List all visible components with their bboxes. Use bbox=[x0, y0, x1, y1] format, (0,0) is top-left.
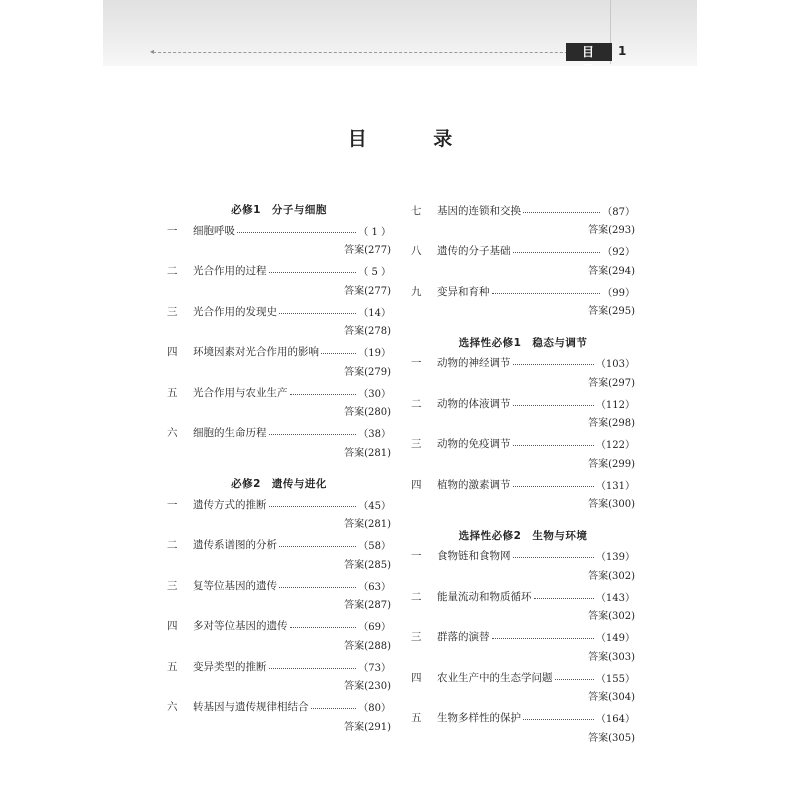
dot-leader bbox=[513, 557, 594, 558]
book-page bbox=[103, 0, 697, 800]
answer-page-ref: 答案(302) bbox=[588, 611, 635, 622]
chapter-title: 动物的体液调节 bbox=[437, 397, 511, 410]
toc-entry[interactable] bbox=[167, 494, 391, 535]
header-band bbox=[103, 0, 697, 77]
section-spacer bbox=[411, 322, 635, 333]
chapter-title: 农业生产中的生态学问题 bbox=[437, 671, 553, 684]
chapter-title: 细胞呼吸 bbox=[193, 224, 235, 237]
chapter-title: 食物链和食物网 bbox=[437, 550, 511, 562]
toc-entry[interactable] bbox=[411, 434, 635, 475]
chapter-title: 变异类型的推断 bbox=[193, 660, 267, 673]
answer-page-ref: 答案(281) bbox=[344, 447, 391, 459]
page-title: 目 录 bbox=[347, 128, 483, 150]
toc-entry-line bbox=[411, 627, 635, 647]
toc-entry[interactable] bbox=[411, 200, 635, 241]
toc-entry-line bbox=[411, 241, 635, 261]
toc-entry[interactable] bbox=[167, 575, 391, 616]
toc-entry-line bbox=[167, 535, 391, 555]
page-number: （149） bbox=[595, 633, 635, 644]
chapter-title: 生物多样性的保护 bbox=[437, 712, 521, 724]
toc-entry-line bbox=[167, 382, 391, 402]
chapter-title: 动物的免疫调节 bbox=[437, 438, 511, 450]
chapter-number: 八 bbox=[411, 245, 422, 257]
header-dashed-rule bbox=[153, 52, 603, 53]
answer-page-ref: 答案(295) bbox=[588, 306, 635, 317]
chapter-number: 四 bbox=[167, 620, 178, 632]
chapter-title: 细胞的生命历程 bbox=[193, 427, 267, 439]
page-number: （58） bbox=[358, 541, 391, 552]
toc-entry-line bbox=[411, 586, 635, 606]
answer-page-ref: 答案(291) bbox=[344, 721, 391, 733]
header-page-number: 1 bbox=[618, 44, 627, 58]
chapter-number: 二 bbox=[167, 539, 178, 551]
toc-entry[interactable] bbox=[411, 393, 635, 434]
chapter-title: 遗传方式的推断 bbox=[193, 498, 267, 511]
toc-entry-line bbox=[411, 353, 635, 373]
chapter-title: 转基因与遗传规律相结合 bbox=[193, 701, 309, 713]
chapter-number: 六 bbox=[167, 701, 178, 713]
toc-entry-line bbox=[411, 667, 635, 687]
chapter-title: 动物的神经调节 bbox=[437, 357, 511, 369]
dot-leader bbox=[513, 405, 594, 406]
dot-leader bbox=[513, 445, 594, 446]
page-number: （143） bbox=[595, 592, 635, 604]
toc-entry[interactable] bbox=[411, 474, 635, 515]
toc-entry-line bbox=[167, 423, 391, 443]
chapter-number: 六 bbox=[167, 427, 178, 439]
answer-page-ref: 答案(293) bbox=[588, 225, 635, 236]
chapter-number: 一 bbox=[167, 498, 178, 511]
answer-page-ref: 答案(280) bbox=[344, 407, 391, 418]
dot-leader bbox=[492, 638, 594, 639]
toc-entry-line bbox=[167, 494, 391, 514]
chapter-number: 九 bbox=[411, 285, 422, 298]
chapter-number: 一 bbox=[411, 550, 422, 562]
toc-entry-line bbox=[167, 616, 391, 636]
chapter-title: 遗传的分子基础 bbox=[437, 245, 511, 257]
chapter-number: 四 bbox=[411, 671, 422, 684]
dot-leader bbox=[513, 252, 601, 253]
page-number: （19） bbox=[358, 348, 391, 359]
dot-leader bbox=[513, 486, 594, 487]
toc-entry[interactable] bbox=[411, 546, 635, 587]
dot-leader bbox=[279, 546, 356, 547]
answer-page-ref: 答案(303) bbox=[588, 651, 635, 663]
page-number: （69） bbox=[358, 622, 391, 633]
dot-leader bbox=[534, 598, 594, 599]
toc-entry[interactable] bbox=[167, 382, 391, 423]
section-title: 必修1 分子与细胞 bbox=[231, 204, 327, 216]
chapter-title: 群落的演替 bbox=[437, 631, 490, 643]
page-number: （30） bbox=[358, 388, 391, 400]
chapter-number: 三 bbox=[167, 305, 178, 318]
chapter-number: 一 bbox=[167, 224, 178, 237]
section-spacer bbox=[167, 463, 391, 474]
toc-entry[interactable] bbox=[167, 535, 391, 576]
toc-entry-line bbox=[167, 220, 391, 240]
section-title: 选择性必修1 稳态与调节 bbox=[458, 336, 588, 349]
page-number: （92） bbox=[602, 247, 635, 258]
toc-entry-line bbox=[411, 393, 635, 413]
page-number: （155） bbox=[595, 673, 635, 685]
dot-leader bbox=[290, 627, 357, 628]
left-arrow-icon: ◂ bbox=[150, 47, 155, 56]
chapter-number: 二 bbox=[167, 265, 178, 277]
chapter-number: 四 bbox=[167, 346, 178, 358]
dot-leader bbox=[513, 364, 594, 365]
page-number: （ 1 ） bbox=[358, 226, 391, 238]
answer-page-ref: 答案(277) bbox=[344, 245, 391, 256]
page-number: （45） bbox=[358, 500, 391, 512]
answer-page-ref: 答案(302) bbox=[588, 570, 635, 582]
toc-entry-line bbox=[411, 708, 635, 728]
page-number: （131） bbox=[595, 480, 635, 492]
toc-entry[interactable] bbox=[411, 353, 635, 394]
dot-leader bbox=[237, 232, 356, 233]
answer-page-ref: 答案(298) bbox=[588, 418, 635, 429]
answer-page-ref: 答案(278) bbox=[344, 326, 391, 337]
answer-page-ref: 答案(297) bbox=[588, 377, 635, 389]
page-number: （73） bbox=[358, 662, 391, 674]
section-title: 选择性必修2 生物与环境 bbox=[458, 529, 588, 542]
dot-leader bbox=[269, 272, 357, 273]
dot-leader bbox=[279, 587, 356, 588]
toc-entry-line bbox=[167, 342, 391, 362]
page-number: （ 5 ） bbox=[358, 267, 391, 278]
toc-entry-line bbox=[411, 434, 635, 454]
answer-page-ref: 答案(285) bbox=[344, 559, 391, 571]
toc-entry-line bbox=[411, 474, 635, 494]
chapter-title: 光合作用与农业生产 bbox=[193, 386, 288, 399]
chapter-number: 二 bbox=[411, 590, 422, 603]
header-section-label: 目 录 bbox=[566, 43, 612, 61]
page-number: （38） bbox=[358, 429, 391, 440]
toc-column-right bbox=[411, 200, 635, 748]
dot-leader bbox=[269, 434, 357, 435]
page-number: （63） bbox=[358, 581, 391, 593]
page-number: （103） bbox=[595, 359, 635, 370]
chapter-title: 变异和育种 bbox=[437, 285, 490, 298]
chapter-number: 五 bbox=[167, 386, 178, 399]
toc-entry-line bbox=[167, 261, 391, 281]
dot-leader bbox=[321, 353, 356, 354]
toc-entry[interactable] bbox=[411, 586, 635, 627]
toc-entry[interactable] bbox=[411, 627, 635, 668]
chapter-number: 五 bbox=[411, 712, 422, 724]
chapter-number: 三 bbox=[411, 631, 422, 643]
chapter-number: 四 bbox=[411, 478, 422, 491]
toc-entry-line bbox=[167, 301, 391, 321]
chapter-title: 多对等位基因的遗传 bbox=[193, 620, 288, 632]
toc-entry[interactable] bbox=[167, 301, 391, 342]
toc-entry-line bbox=[411, 200, 635, 220]
dot-leader bbox=[311, 708, 357, 709]
toc-column-left bbox=[167, 200, 391, 737]
section-title: 必修2 遗传与进化 bbox=[231, 478, 327, 490]
toc-entry[interactable] bbox=[167, 423, 391, 464]
chapter-number: 二 bbox=[411, 397, 422, 410]
page-number: （14） bbox=[358, 307, 391, 319]
answer-page-ref: 答案(304) bbox=[588, 692, 635, 703]
answer-page-ref: 答案(230) bbox=[344, 681, 391, 692]
chapter-title: 遗传系谱图的分析 bbox=[193, 539, 277, 551]
toc-entry[interactable] bbox=[411, 667, 635, 708]
chapter-title: 光合作用的过程 bbox=[193, 265, 267, 277]
page-number: （164） bbox=[595, 714, 635, 725]
dot-leader bbox=[269, 668, 357, 669]
toc-entry[interactable] bbox=[167, 656, 391, 697]
toc-entry-line bbox=[167, 575, 391, 595]
answer-page-ref: 答案(299) bbox=[588, 458, 635, 470]
toc-entry[interactable] bbox=[411, 241, 635, 282]
toc-entry[interactable] bbox=[411, 281, 635, 322]
answer-page-ref: 答案(281) bbox=[344, 519, 391, 530]
toc-entry-line bbox=[411, 546, 635, 566]
answer-page-ref: 答案(288) bbox=[344, 640, 391, 652]
page-number: （80） bbox=[358, 703, 391, 714]
dot-leader bbox=[290, 394, 357, 395]
toc-entry[interactable] bbox=[167, 697, 391, 738]
chapter-number: 三 bbox=[411, 438, 422, 450]
answer-page-ref: 答案(279) bbox=[344, 366, 391, 378]
toc-entry[interactable] bbox=[167, 220, 391, 261]
toc-entry-line bbox=[167, 697, 391, 717]
chapter-title: 环境因素对光合作用的影响 bbox=[193, 346, 319, 358]
answer-page-ref: 答案(305) bbox=[588, 732, 635, 744]
page-number: （122） bbox=[595, 440, 635, 451]
chapter-number: 一 bbox=[411, 357, 422, 369]
answer-page-ref: 答案(277) bbox=[344, 285, 391, 297]
dot-leader bbox=[555, 679, 594, 680]
dot-leader bbox=[492, 293, 601, 294]
chapter-title: 植物的激素调节 bbox=[437, 478, 511, 491]
chapter-number: 三 bbox=[167, 579, 178, 592]
dot-leader bbox=[523, 719, 594, 720]
answer-page-ref: 答案(294) bbox=[588, 265, 635, 277]
dot-leader bbox=[523, 212, 600, 213]
chapter-number: 七 bbox=[411, 204, 422, 217]
toc-entry-line bbox=[167, 656, 391, 676]
dot-leader bbox=[279, 313, 356, 314]
toc-entry-line bbox=[411, 281, 635, 301]
dot-leader bbox=[269, 506, 357, 507]
page-number: （87） bbox=[602, 206, 635, 218]
chapter-title: 能量流动和物质循环 bbox=[437, 590, 532, 603]
chapter-title: 复等位基因的遗传 bbox=[193, 579, 277, 592]
toc-entry[interactable] bbox=[167, 261, 391, 302]
chapter-title: 基因的连锁和交换 bbox=[437, 204, 521, 217]
page-number: （99） bbox=[602, 287, 635, 299]
toc-entry[interactable] bbox=[411, 708, 635, 749]
toc-entry[interactable] bbox=[167, 342, 391, 383]
answer-page-ref: 答案(287) bbox=[344, 600, 391, 611]
answer-page-ref: 答案(300) bbox=[588, 499, 635, 510]
page-number: （112） bbox=[595, 399, 635, 411]
chapter-number: 五 bbox=[167, 660, 178, 673]
section-spacer bbox=[411, 515, 635, 526]
page-number: （139） bbox=[595, 552, 635, 563]
chapter-title: 光合作用的发现史 bbox=[193, 305, 277, 318]
toc-entry[interactable] bbox=[167, 616, 391, 657]
